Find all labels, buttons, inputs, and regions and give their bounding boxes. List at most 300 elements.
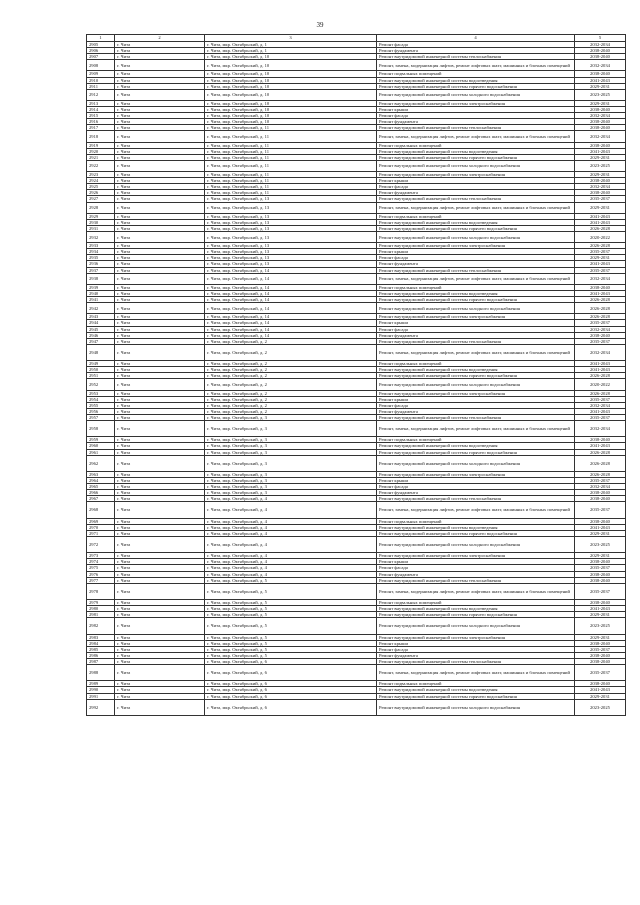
period-cell: 2035-2037 bbox=[575, 267, 626, 273]
work-type-cell: Ремонт фундамента bbox=[377, 652, 575, 658]
period-cell: 2029-2031 bbox=[575, 172, 626, 178]
work-type-cell: Ремонт крыши bbox=[377, 640, 575, 646]
work-type-cell: Ремонт, замена, модернизация лифтов, ремонт лифтовых шахт, машинных и блочных помещений bbox=[377, 131, 575, 142]
locality-cell: г. Чита bbox=[115, 618, 205, 634]
work-type-cell: Ремонт фасада bbox=[377, 484, 575, 490]
period-cell: 2038-2040 bbox=[575, 559, 626, 565]
address-cell: г. Чита, мкр. Октябрьский, д. 13 bbox=[205, 202, 377, 213]
work-type-cell: Ремонт внутридомовой инженерной системы горячего водоснабжения bbox=[377, 449, 575, 455]
period-cell: 2038-2040 bbox=[575, 490, 626, 496]
period-cell: 2041-2043 bbox=[575, 524, 626, 530]
address-cell: г. Чита, мкр. Октябрьский, д. 5 bbox=[205, 618, 377, 634]
row-number: 2990 bbox=[87, 687, 115, 693]
period-cell: 2035-2037 bbox=[575, 502, 626, 518]
work-type-cell: Ремонт внутридомовой инженерной системы электроснабжения bbox=[377, 172, 575, 178]
locality-cell: г. Чита bbox=[115, 455, 205, 471]
locality-cell: г. Чита bbox=[115, 484, 205, 490]
address-cell: г. Чита, мкр. Октябрьский, д. 5 bbox=[205, 612, 377, 618]
row-number: 2940 bbox=[87, 290, 115, 296]
work-type-cell: Ремонт фундамента bbox=[377, 48, 575, 54]
work-type-cell: Ремонт внутридомовой инженерной системы электроснабжения bbox=[377, 100, 575, 106]
row-number: 2992 bbox=[87, 699, 115, 715]
locality-cell: г. Чита bbox=[115, 202, 205, 213]
work-type-cell: Ремонт, замена, модернизация лифтов, ремонт лифтовых шахт, машинных и блочных помещений bbox=[377, 202, 575, 213]
address-cell: г. Чита, мкр. Октябрьский, д. 14 bbox=[205, 273, 377, 284]
locality-cell: г. Чита bbox=[115, 443, 205, 449]
address-cell: г. Чита, мкр. Октябрьский, д. 6 bbox=[205, 693, 377, 699]
period-cell: 2026-2028 bbox=[575, 243, 626, 249]
address-cell: г. Чита, мкр. Октябрьский, д. 11 bbox=[205, 178, 377, 184]
work-type-cell: Ремонт внутридомовой инженерной системы водоотведения bbox=[377, 606, 575, 612]
row-number: 2916 bbox=[87, 119, 115, 125]
locality-cell: г. Чита bbox=[115, 131, 205, 142]
row-number: 2956 bbox=[87, 408, 115, 414]
locality-cell: г. Чита bbox=[115, 190, 205, 196]
row-number: 2987 bbox=[87, 658, 115, 664]
period-cell: 2041-2043 bbox=[575, 77, 626, 83]
locality-cell: г. Чита bbox=[115, 219, 205, 225]
repair-schedule-table bbox=[86, 34, 626, 716]
address-cell: г. Чита, мкр. Октябрьский, д. 13 bbox=[205, 213, 377, 219]
row-number: 2906 bbox=[87, 48, 115, 54]
work-type-cell: Ремонт фасада bbox=[377, 565, 575, 571]
address-cell: г. Чита, мкр. Октябрьский, д. 13 bbox=[205, 243, 377, 249]
locality-cell: г. Чита bbox=[115, 332, 205, 338]
work-type-cell: Ремонт внутридомовой инженерной системы водоотведения bbox=[377, 367, 575, 373]
address-cell: г. Чита, мкр. Октябрьский, д. 11 bbox=[205, 131, 377, 142]
period-cell: 2041-2043 bbox=[575, 361, 626, 367]
row-number: 2921 bbox=[87, 154, 115, 160]
work-type-cell: Ремонт фундамента bbox=[377, 571, 575, 577]
locality-cell: г. Чита bbox=[115, 665, 205, 681]
address-cell: г. Чита, мкр. Октябрьский, д. 11 bbox=[205, 125, 377, 131]
locality-cell: г. Чита bbox=[115, 518, 205, 524]
work-type-cell: Ремонт внутридомовой инженерной системы теплоснабжения bbox=[377, 496, 575, 502]
period-cell: 2020-2022 bbox=[575, 232, 626, 243]
row-number: 2943 bbox=[87, 314, 115, 320]
period-cell: 2035-2037 bbox=[575, 338, 626, 344]
address-cell: г. Чита, мкр. Октябрьский, д. 10 bbox=[205, 107, 377, 113]
period-cell: 2035-2037 bbox=[575, 196, 626, 202]
period-cell: 2038-2040 bbox=[575, 577, 626, 583]
address-cell: г. Чита, мкр. Октябрьский, д. 13 bbox=[205, 249, 377, 255]
locality-cell: г. Чита bbox=[115, 160, 205, 171]
work-type-cell: Ремонт внутридомовой инженерной системы горячего водоснабжения bbox=[377, 693, 575, 699]
locality-cell: г. Чита bbox=[115, 658, 205, 664]
table-row bbox=[87, 536, 626, 552]
period-cell: 2032-2034 bbox=[575, 484, 626, 490]
work-type-cell: Ремонт внутридомовой инженерной системы водоотведения bbox=[377, 77, 575, 83]
row-number: 2941 bbox=[87, 297, 115, 303]
row-number: 2931 bbox=[87, 225, 115, 231]
locality-cell: г. Чита bbox=[115, 408, 205, 414]
period-cell: 2032-2034 bbox=[575, 184, 626, 190]
period-cell: 2038-2040 bbox=[575, 125, 626, 131]
period-cell: 2038-2040 bbox=[575, 54, 626, 60]
period-cell: 2038-2040 bbox=[575, 518, 626, 524]
address-cell: г. Чита, мкр. Октябрьский, д. 3 bbox=[205, 477, 377, 483]
period-cell: 2032-2034 bbox=[575, 113, 626, 119]
locality-cell: г. Чита bbox=[115, 119, 205, 125]
row-number: 2926 bbox=[87, 190, 115, 196]
address-cell: г. Чита, мкр. Октябрьский, д. 10 bbox=[205, 83, 377, 89]
work-type-cell: Ремонт внутридомовой инженерной системы водоотведения bbox=[377, 219, 575, 225]
work-type-cell: Ремонт внутридомовой инженерной системы теплоснабжения bbox=[377, 125, 575, 131]
row-number: 2929 bbox=[87, 213, 115, 219]
work-type-cell: Ремонт внутридомовой инженерной системы теплоснабжения bbox=[377, 267, 575, 273]
work-type-cell: Ремонт внутридомовой инженерной системы холодного водоснабжения bbox=[377, 455, 575, 471]
work-type-cell: Ремонт фундамента bbox=[377, 261, 575, 267]
work-type-cell: Ремонт внутридомовой инженерной системы электроснабжения bbox=[377, 634, 575, 640]
address-cell: г. Чита, мкр. Октябрьский, д. 4 bbox=[205, 559, 377, 565]
row-number: 2912 bbox=[87, 89, 115, 100]
period-cell: 2038-2040 bbox=[575, 284, 626, 290]
locality-cell: г. Чита bbox=[115, 243, 205, 249]
work-type-cell: Ремонт внутридомовой инженерной системы водоотведения bbox=[377, 148, 575, 154]
work-type-cell: Ремонт внутридомовой инженерной системы горячего водоснабжения bbox=[377, 83, 575, 89]
address-cell: г. Чита, мкр. Октябрьский, д. 5 bbox=[205, 577, 377, 583]
period-cell: 2029-2031 bbox=[575, 202, 626, 213]
period-cell: 2029-2031 bbox=[575, 612, 626, 618]
locality-cell: г. Чита bbox=[115, 290, 205, 296]
period-cell: 2041-2043 bbox=[575, 687, 626, 693]
address-cell: г. Чита, мкр. Октябрьский, д. 4 bbox=[205, 565, 377, 571]
work-type-cell: Ремонт фундамента bbox=[377, 408, 575, 414]
locality-cell: г. Чита bbox=[115, 565, 205, 571]
work-type-cell: Ремонт внутридомовой инженерной системы теплоснабжения bbox=[377, 54, 575, 60]
work-type-cell: Ремонт внутридомовой инженерной системы теплоснабжения bbox=[377, 338, 575, 344]
address-cell: г. Чита, мкр. Октябрьский, д. 5 bbox=[205, 640, 377, 646]
period-cell: 2023-2025 bbox=[575, 89, 626, 100]
address-cell: г. Чита, мкр. Октябрьский, д. 14 bbox=[205, 320, 377, 326]
address-cell: г. Чита, мкр. Октябрьский, д. 2 bbox=[205, 408, 377, 414]
row-number: 2905 bbox=[87, 42, 115, 48]
address-cell: г. Чита, мкр. Октябрьский, д. 13 bbox=[205, 261, 377, 267]
row-number: 2957 bbox=[87, 414, 115, 420]
locality-cell: г. Чита bbox=[115, 326, 205, 332]
row-number: 2937 bbox=[87, 267, 115, 273]
work-type-cell: Ремонт фасада bbox=[377, 113, 575, 119]
work-type-cell: Ремонт фундамента bbox=[377, 490, 575, 496]
address-cell: г. Чита, мкр. Октябрьский, д. 3 bbox=[205, 421, 377, 437]
locality-cell: г. Чита bbox=[115, 606, 205, 612]
period-cell: 2038-2040 bbox=[575, 437, 626, 443]
locality-cell: г. Чита bbox=[115, 524, 205, 530]
row-number: 2953 bbox=[87, 390, 115, 396]
address-cell: г. Чита, мкр. Октябрьский, д. 14 bbox=[205, 332, 377, 338]
work-type-cell: Ремонт внутридомовой инженерной системы электроснабжения bbox=[377, 553, 575, 559]
locality-cell: г. Чита bbox=[115, 693, 205, 699]
table-row bbox=[87, 421, 626, 437]
row-number: 2954 bbox=[87, 396, 115, 402]
locality-cell: г. Чита bbox=[115, 297, 205, 303]
period-cell: 2038-2040 bbox=[575, 178, 626, 184]
address-cell: г. Чита, мкр. Октябрьский, д. 2 bbox=[205, 402, 377, 408]
address-cell: г. Чита, мкр. Октябрьский, д. 13 bbox=[205, 232, 377, 243]
row-number: 2909 bbox=[87, 71, 115, 77]
locality-cell: г. Чита bbox=[115, 142, 205, 148]
locality-cell: г. Чита bbox=[115, 612, 205, 618]
period-cell: 2032-2034 bbox=[575, 60, 626, 71]
locality-cell: г. Чита bbox=[115, 284, 205, 290]
table-row bbox=[87, 89, 626, 100]
period-cell: 2026-2028 bbox=[575, 303, 626, 314]
work-type-cell: Ремонт внутридомовой инженерной системы холодного водоснабжения bbox=[377, 89, 575, 100]
row-number: 2952 bbox=[87, 379, 115, 390]
locality-cell: г. Чита bbox=[115, 344, 205, 360]
row-number: 2984 bbox=[87, 640, 115, 646]
address-cell: г. Чита, мкр. Октябрьский, д. 2 bbox=[205, 361, 377, 367]
address-cell: г. Чита, мкр. Октябрьский, д. 4 bbox=[205, 518, 377, 524]
locality-cell: г. Чита bbox=[115, 553, 205, 559]
locality-cell: г. Чита bbox=[115, 379, 205, 390]
row-number: 2922 bbox=[87, 160, 115, 171]
row-number: 2932 bbox=[87, 232, 115, 243]
work-type-cell: Ремонт внутридомовой инженерной системы горячего водоснабжения bbox=[377, 154, 575, 160]
row-number: 2985 bbox=[87, 646, 115, 652]
locality-cell: г. Чита bbox=[115, 273, 205, 284]
period-cell: 2038-2040 bbox=[575, 332, 626, 338]
period-cell: 2029-2031 bbox=[575, 100, 626, 106]
row-number: 2913 bbox=[87, 100, 115, 106]
row-number: 2908 bbox=[87, 60, 115, 71]
work-type-cell: Ремонт фундамента bbox=[377, 119, 575, 125]
address-cell: г. Чита, мкр. Октябрьский, д. 2 bbox=[205, 396, 377, 402]
row-number: 2970 bbox=[87, 524, 115, 530]
work-type-cell: Ремонт подвальных помещений bbox=[377, 681, 575, 687]
work-type-cell: Ремонт внутридомовой инженерной системы горячего водоснабжения bbox=[377, 373, 575, 379]
row-number: 2914 bbox=[87, 107, 115, 113]
address-cell: г. Чита, мкр. Октябрьский, д. 10 bbox=[205, 71, 377, 77]
address-cell: г. Чита, мкр. Октябрьский, д. 11 bbox=[205, 160, 377, 171]
work-type-cell: Ремонт внутридомовой инженерной системы водоотведения bbox=[377, 290, 575, 296]
locality-cell: г. Чита bbox=[115, 367, 205, 373]
row-number: 2964 bbox=[87, 477, 115, 483]
work-type-cell: Ремонт внутридомовой инженерной системы электроснабжения bbox=[377, 243, 575, 249]
row-number: 2919 bbox=[87, 142, 115, 148]
period-cell: 2038-2040 bbox=[575, 496, 626, 502]
work-type-cell: Ремонт внутридомовой инженерной системы горячего водоснабжения bbox=[377, 297, 575, 303]
address-cell: г. Чита, мкр. Октябрьский, д. 3 bbox=[205, 449, 377, 455]
address-cell: г. Чита, мкр. Октябрьский, д. 14 bbox=[205, 267, 377, 273]
locality-cell: г. Чита bbox=[115, 107, 205, 113]
address-cell: г. Чита, мкр. Октябрьский, д. 13 bbox=[205, 219, 377, 225]
period-cell: 2023-2025 bbox=[575, 160, 626, 171]
address-cell: г. Чита, мкр. Октябрьский, д. 4 bbox=[205, 496, 377, 502]
locality-cell: г. Чита bbox=[115, 414, 205, 420]
work-type-cell: Ремонт подвальных помещений bbox=[377, 437, 575, 443]
period-cell: 2041-2043 bbox=[575, 148, 626, 154]
table-row bbox=[87, 618, 626, 634]
table-row bbox=[87, 131, 626, 142]
row-number: 2978 bbox=[87, 583, 115, 599]
period-cell: 2035-2037 bbox=[575, 565, 626, 571]
address-cell: г. Чита, мкр. Октябрьский, д. 14 bbox=[205, 290, 377, 296]
locality-cell: г. Чита bbox=[115, 338, 205, 344]
period-cell: 2032-2034 bbox=[575, 326, 626, 332]
period-cell: 2020-2022 bbox=[575, 379, 626, 390]
work-type-cell: Ремонт крыши bbox=[377, 396, 575, 402]
row-number: 2923 bbox=[87, 172, 115, 178]
period-cell: 2041-2043 bbox=[575, 213, 626, 219]
work-type-cell: Ремонт, замена, модернизация лифтов, ремонт лифтовых шахт, машинных и блочных помещений bbox=[377, 583, 575, 599]
period-cell: 2023-2025 bbox=[575, 536, 626, 552]
row-number: 2971 bbox=[87, 530, 115, 536]
row-number: 2936 bbox=[87, 261, 115, 267]
column-header-2: 2 bbox=[115, 35, 205, 42]
address-cell: г. Чита, мкр. Октябрьский, д. 5 bbox=[205, 652, 377, 658]
locality-cell: г. Чита bbox=[115, 361, 205, 367]
table-row bbox=[87, 60, 626, 71]
address-cell: г. Чита, мкр. Октябрьский, д. 13 bbox=[205, 225, 377, 231]
address-cell: г. Чита, мкр. Октябрьский, д. 10 bbox=[205, 119, 377, 125]
locality-cell: г. Чита bbox=[115, 699, 205, 715]
period-cell: 2026-2028 bbox=[575, 449, 626, 455]
locality-cell: г. Чита bbox=[115, 54, 205, 60]
address-cell: г. Чита, мкр. Октябрьский, д. 1 bbox=[205, 48, 377, 54]
column-header-3: 3 bbox=[205, 35, 377, 42]
locality-cell: г. Чита bbox=[115, 100, 205, 106]
work-type-cell: Ремонт внутридомовой инженерной системы электроснабжения bbox=[377, 390, 575, 396]
address-cell: г. Чита, мкр. Октябрьский, д. 11 bbox=[205, 190, 377, 196]
row-number: 2955 bbox=[87, 402, 115, 408]
work-type-cell: Ремонт фундамента bbox=[377, 190, 575, 196]
row-number: 2917 bbox=[87, 125, 115, 131]
address-cell: г. Чита, мкр. Октябрьский, д. 11 bbox=[205, 154, 377, 160]
row-number: 2935 bbox=[87, 255, 115, 261]
address-cell: г. Чита, мкр. Октябрьский, д. 4 bbox=[205, 571, 377, 577]
work-type-cell: Ремонт, замена, модернизация лифтов, ремонт лифтовых шахт, машинных и блочных помещений bbox=[377, 273, 575, 284]
address-cell: г. Чита, мкр. Октябрьский, д. 4 bbox=[205, 524, 377, 530]
address-cell: г. Чита, мкр. Октябрьский, д. 6 bbox=[205, 681, 377, 687]
period-cell: 2029-2031 bbox=[575, 693, 626, 699]
work-type-cell: Ремонт фасада bbox=[377, 326, 575, 332]
work-type-cell: Ремонт подвальных помещений bbox=[377, 71, 575, 77]
locality-cell: г. Чита bbox=[115, 571, 205, 577]
table-row bbox=[87, 202, 626, 213]
work-type-cell: Ремонт внутридомовой инженерной системы электроснабжения bbox=[377, 471, 575, 477]
table-row bbox=[87, 379, 626, 390]
column-header-1: 1 bbox=[87, 35, 115, 42]
period-cell: 2029-2031 bbox=[575, 255, 626, 261]
period-cell: 2038-2040 bbox=[575, 142, 626, 148]
period-cell: 2026-2028 bbox=[575, 455, 626, 471]
locality-cell: г. Чита bbox=[115, 125, 205, 131]
address-cell: г. Чита, мкр. Октябрьский, д. 2 bbox=[205, 379, 377, 390]
row-number: 2920 bbox=[87, 148, 115, 154]
row-number: 2944 bbox=[87, 320, 115, 326]
period-cell: 2026-2028 bbox=[575, 225, 626, 231]
work-type-cell: Ремонт внутридомовой инженерной системы холодного водоснабжения bbox=[377, 160, 575, 171]
locality-cell: г. Чита bbox=[115, 213, 205, 219]
table-row bbox=[87, 502, 626, 518]
address-cell: г. Чита, мкр. Октябрьский, д. 6 bbox=[205, 699, 377, 715]
row-number: 2946 bbox=[87, 332, 115, 338]
address-cell: г. Чита, мкр. Октябрьский, д. 11 bbox=[205, 148, 377, 154]
row-number: 2982 bbox=[87, 618, 115, 634]
work-type-cell: Ремонт фасада bbox=[377, 646, 575, 652]
row-number: 2959 bbox=[87, 437, 115, 443]
address-cell: г. Чита, мкр. Октябрьский, д. 4 bbox=[205, 530, 377, 536]
locality-cell: г. Чита bbox=[115, 559, 205, 565]
locality-cell: г. Чита bbox=[115, 652, 205, 658]
address-cell: г. Чита, мкр. Октябрьский, д. 6 bbox=[205, 665, 377, 681]
row-number: 2972 bbox=[87, 536, 115, 552]
row-number: 2983 bbox=[87, 634, 115, 640]
period-cell: 2026-2028 bbox=[575, 314, 626, 320]
row-number: 2928 bbox=[87, 202, 115, 213]
locality-cell: г. Чита bbox=[115, 402, 205, 408]
period-cell: 2041-2043 bbox=[575, 606, 626, 612]
row-number: 2976 bbox=[87, 571, 115, 577]
row-number: 2927 bbox=[87, 196, 115, 202]
address-cell: г. Чита, мкр. Октябрьский, д. 6 bbox=[205, 658, 377, 664]
address-cell: г. Чита, мкр. Октябрьский, д. 3 bbox=[205, 455, 377, 471]
work-type-cell: Ремонт, замена, модернизация лифтов, ремонт лифтовых шахт, машинных и блочных помещений bbox=[377, 344, 575, 360]
period-cell: 2032-2034 bbox=[575, 402, 626, 408]
locality-cell: г. Чита bbox=[115, 261, 205, 267]
address-cell: г. Чита, мкр. Октябрьский, д. 3 bbox=[205, 437, 377, 443]
locality-cell: г. Чита bbox=[115, 577, 205, 583]
row-number: 2949 bbox=[87, 361, 115, 367]
locality-cell: г. Чита bbox=[115, 390, 205, 396]
row-number: 2951 bbox=[87, 373, 115, 379]
period-cell: 2023-2025 bbox=[575, 618, 626, 634]
work-type-cell: Ремонт внутридомовой инженерной системы холодного водоснабжения bbox=[377, 379, 575, 390]
work-type-cell: Ремонт внутридомовой инженерной системы теплоснабжения bbox=[377, 577, 575, 583]
locality-cell: г. Чита bbox=[115, 225, 205, 231]
address-cell: г. Чита, мкр. Октябрьский, д. 3 bbox=[205, 471, 377, 477]
address-cell: г. Чита, мкр. Октябрьский, д. 2 bbox=[205, 390, 377, 396]
row-number: 2980 bbox=[87, 606, 115, 612]
table-row bbox=[87, 665, 626, 681]
locality-cell: г. Чита bbox=[115, 421, 205, 437]
table-row bbox=[87, 699, 626, 715]
work-type-cell: Ремонт внутридомовой инженерной системы холодного водоснабжения bbox=[377, 699, 575, 715]
row-number: 2947 bbox=[87, 338, 115, 344]
address-cell: г. Чита, мкр. Октябрьский, д. 14 bbox=[205, 314, 377, 320]
period-cell: 2038-2040 bbox=[575, 600, 626, 606]
locality-cell: г. Чита bbox=[115, 437, 205, 443]
work-type-cell: Ремонт подвальных помещений bbox=[377, 284, 575, 290]
address-cell: г. Чита, мкр. Октябрьский, д. 13 bbox=[205, 196, 377, 202]
row-number: 2986 bbox=[87, 652, 115, 658]
period-cell: 2041-2043 bbox=[575, 261, 626, 267]
work-type-cell: Ремонт крыши bbox=[377, 477, 575, 483]
work-type-cell: Ремонт крыши bbox=[377, 320, 575, 326]
address-cell: г. Чита, мкр. Октябрьский, д. 10 bbox=[205, 100, 377, 106]
period-cell: 2035-2037 bbox=[575, 477, 626, 483]
locality-cell: г. Чита bbox=[115, 687, 205, 693]
row-number: 2950 bbox=[87, 367, 115, 373]
row-number: 2988 bbox=[87, 665, 115, 681]
period-cell: 2029-2031 bbox=[575, 634, 626, 640]
row-number: 2930 bbox=[87, 219, 115, 225]
row-number: 2948 bbox=[87, 344, 115, 360]
period-cell: 2038-2040 bbox=[575, 107, 626, 113]
row-number: 2977 bbox=[87, 577, 115, 583]
period-cell: 2023-2025 bbox=[575, 699, 626, 715]
period-cell: 2038-2040 bbox=[575, 71, 626, 77]
address-cell: г. Чита, мкр. Октябрьский, д. 5 bbox=[205, 600, 377, 606]
period-cell: 2026-2028 bbox=[575, 471, 626, 477]
row-number: 2967 bbox=[87, 496, 115, 502]
table-row bbox=[87, 303, 626, 314]
work-type-cell: Ремонт крыши bbox=[377, 559, 575, 565]
address-cell: г. Чита, мкр. Октябрьский, д. 5 bbox=[205, 646, 377, 652]
table-row bbox=[87, 344, 626, 360]
work-type-cell: Ремонт внутридомовой инженерной системы холодного водоснабжения bbox=[377, 618, 575, 634]
